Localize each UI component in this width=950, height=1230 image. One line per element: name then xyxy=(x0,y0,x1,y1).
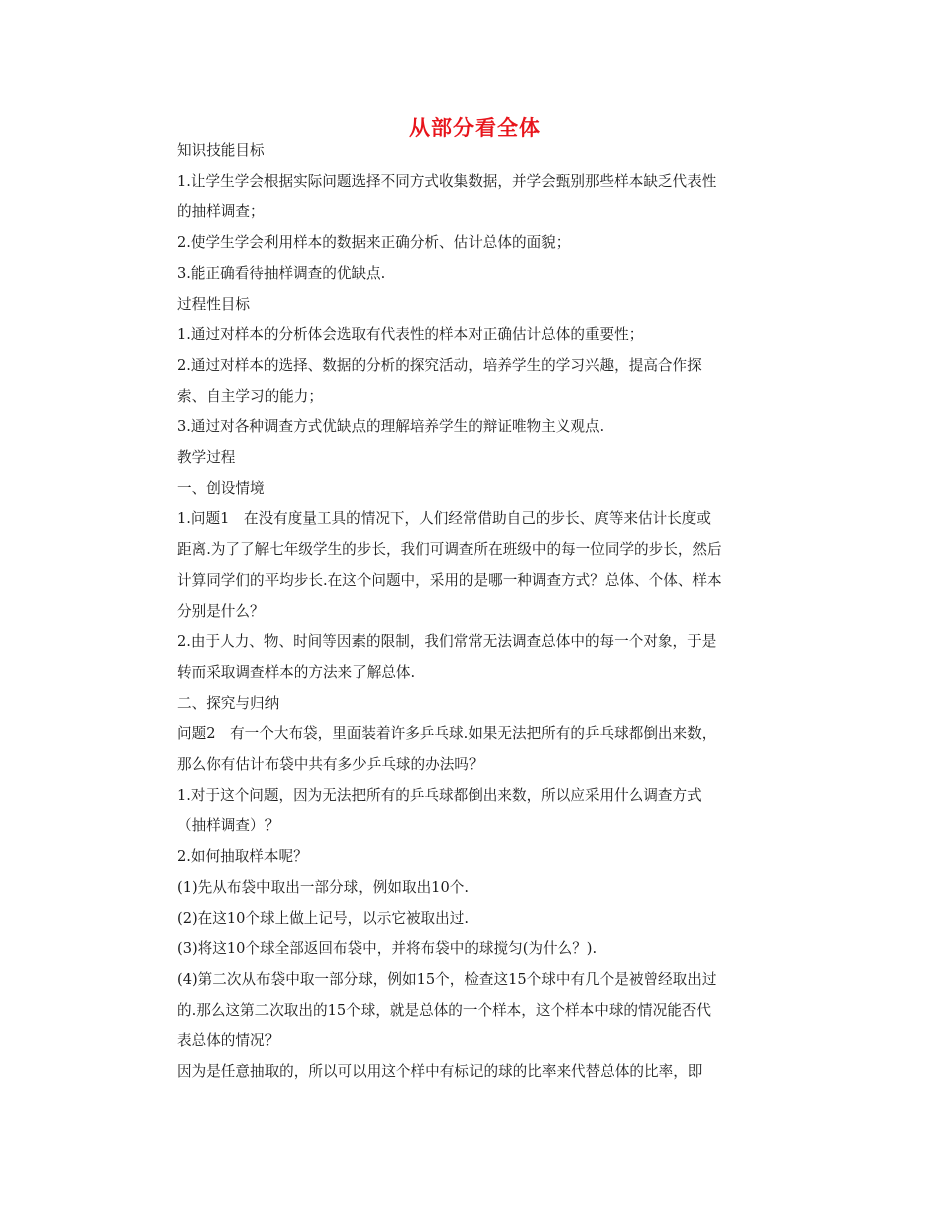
subsection-heading: 一、创设情境 xyxy=(177,479,265,497)
list-item: (3)将这10个球全部返回布袋中，并将布袋中的球搅匀(为什么？). xyxy=(177,940,598,958)
document-body xyxy=(177,136,722,1088)
paragraph: 1.问题1 在没有度量工具的情况下，人们经常借助自己的步长、庹等来估计长度或距离.为了了解七年级学生的步长，我们可调查所在班级中的每一位同学的步长，然后计算同学们的平均步长.在这个问题中，采用的是哪一种调查方式？总体、个体、样本分别是什么？ xyxy=(177,510,722,620)
paragraph: 2.由于人力、物、时间等因素的限制，我们常常无法调查总体中的每一个对象，于是转而采取调查样本的方法来了解总体. xyxy=(177,633,717,681)
paragraph: 因为是任意抽取的，所以可以用这个样中有标记的球的比率来代替总体的比率，即 xyxy=(177,1063,703,1081)
paragraph: 3.通过对各种调查方式优缺点的理解培养学生的辩证唯物主义观点. xyxy=(177,418,605,436)
paragraph: 2.如何抽取样本呢？ xyxy=(177,848,308,866)
paragraph: 2.通过对样本的选择、数据的分析的探究活动，培养学生的学习兴趣，提高合作探索、自主学习的能力； xyxy=(177,356,702,405)
paragraph: 问题2 有一个大布袋，里面装着许多乒乓球.如果无法把所有的乒乓球都倒出来数，那么你有估计布袋中共有多少乒乓球的办法吗？ xyxy=(177,725,717,774)
subsection-heading: 二、探究与归纳 xyxy=(177,694,280,712)
list-item: (2)在这10个球上做上记号，以示它被取出过. xyxy=(177,909,469,927)
section-heading-teaching-process: 教学过程 xyxy=(177,449,236,467)
paragraph: 3.能正确看待抽样调查的优缺点. xyxy=(177,264,386,282)
paragraph: 1.让学生学会根据实际问题选择不同方式收集数据，并学会甄别那些样本缺乏代表性的抽样调查； xyxy=(177,172,717,221)
paragraph: 1.通过对样本的分析体会选取有代表性的样本对正确估计总体的重要性； xyxy=(177,326,644,344)
paragraph: 2.使学生学会利用样本的数据来正确分析、估计总体的面貌； xyxy=(177,234,571,252)
list-item: (1)先从布袋中取出一部分球，例如取出10个. xyxy=(177,878,469,896)
section-heading-process-goals: 过程性目标 xyxy=(177,295,250,313)
page-title: 从部分看全体 xyxy=(409,116,541,140)
section-heading-knowledge-goals: 知识技能目标 xyxy=(177,142,265,159)
list-item: (4)第二次从布袋中取一部分球，例如15个，检查这15个球中有几个是被曾经取出过的.那么这第二次取出的15个球，就是总体的一个样本，这个样本中球的情况能否代表总体的情况？ xyxy=(177,970,717,1050)
paragraph: 1.对于这个问题，因为无法把所有的乒乓球都倒出来数，所以应采用什么调查方式（抽样调查）？ xyxy=(177,786,702,835)
